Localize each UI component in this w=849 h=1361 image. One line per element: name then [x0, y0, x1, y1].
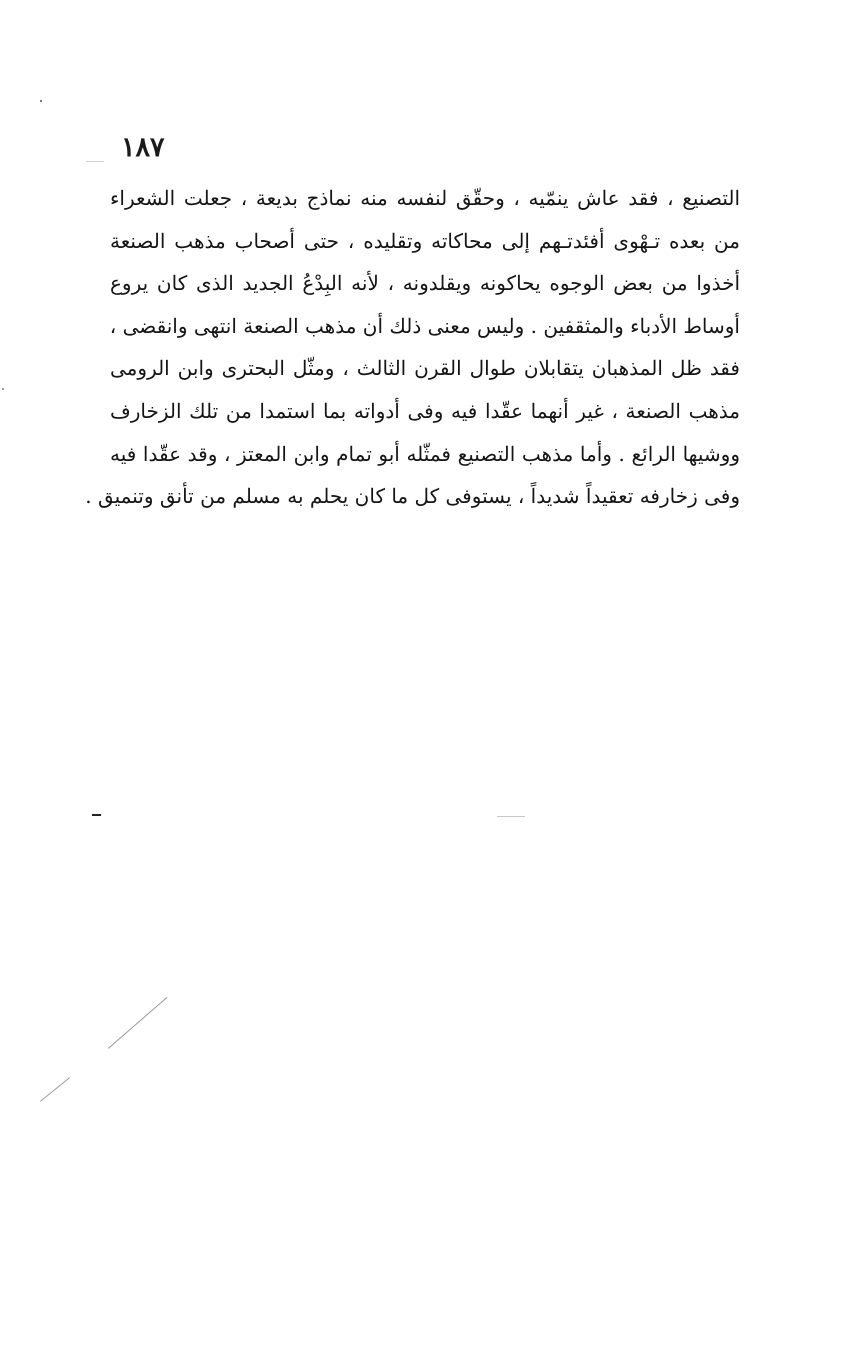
text-line: ووشيها الرائع . وأما مذهب التصنيع فمثّله أبو تمام وابن المعتز ، وقد عقّدا فيه: [110, 441, 740, 466]
text-line: فقد ظل المذهبان يتقابلان طوال القرن الثالث ، ومثّل البحترى وابن الرومى: [110, 356, 740, 381]
text-line: أخذوا من بعض الوجوه يحاكونه ويقلدونه ، لأنه البِدْعُ الجديد الذى كان يروع: [110, 271, 740, 296]
scan-speck: [497, 816, 525, 817]
scan-speck: [40, 100, 42, 102]
text-line: من بعده تـهْوى أفئدتـهم إلى محاكاته وتقليده ، حتى أصحاب مذهب الصنعة: [110, 228, 740, 253]
scan-speck: [86, 161, 104, 162]
page-number: ١٨٧: [121, 132, 165, 163]
scan-mark: [92, 814, 101, 816]
scan-scratch: [40, 1077, 70, 1102]
text-line: وفى زخارفه تعقيداً شديداً ، يستوفى كل ما كان يحلم به مسلم من تأنق وتنميق .: [85, 484, 740, 509]
text-line: أوساط الأدباء والمثقفين . وليس معنى ذلك أن مذهب الصنعة انتهى وانقضى ،: [109, 313, 740, 338]
scan-scratch: [108, 997, 168, 1049]
text-line: التصنيع ، فقد عاش ينمّيه ، وحقّق لنفسه منه نماذج بديعة ، جعلت الشعراء: [110, 186, 740, 210]
body-paragraph: [85, 177, 740, 518]
text-line: مذهب الصنعة ، غير أنهما عقّدا فيه وفى أدواته بما استمدا من تلك الزخارف: [110, 398, 740, 423]
scan-speck: [2, 388, 4, 390]
